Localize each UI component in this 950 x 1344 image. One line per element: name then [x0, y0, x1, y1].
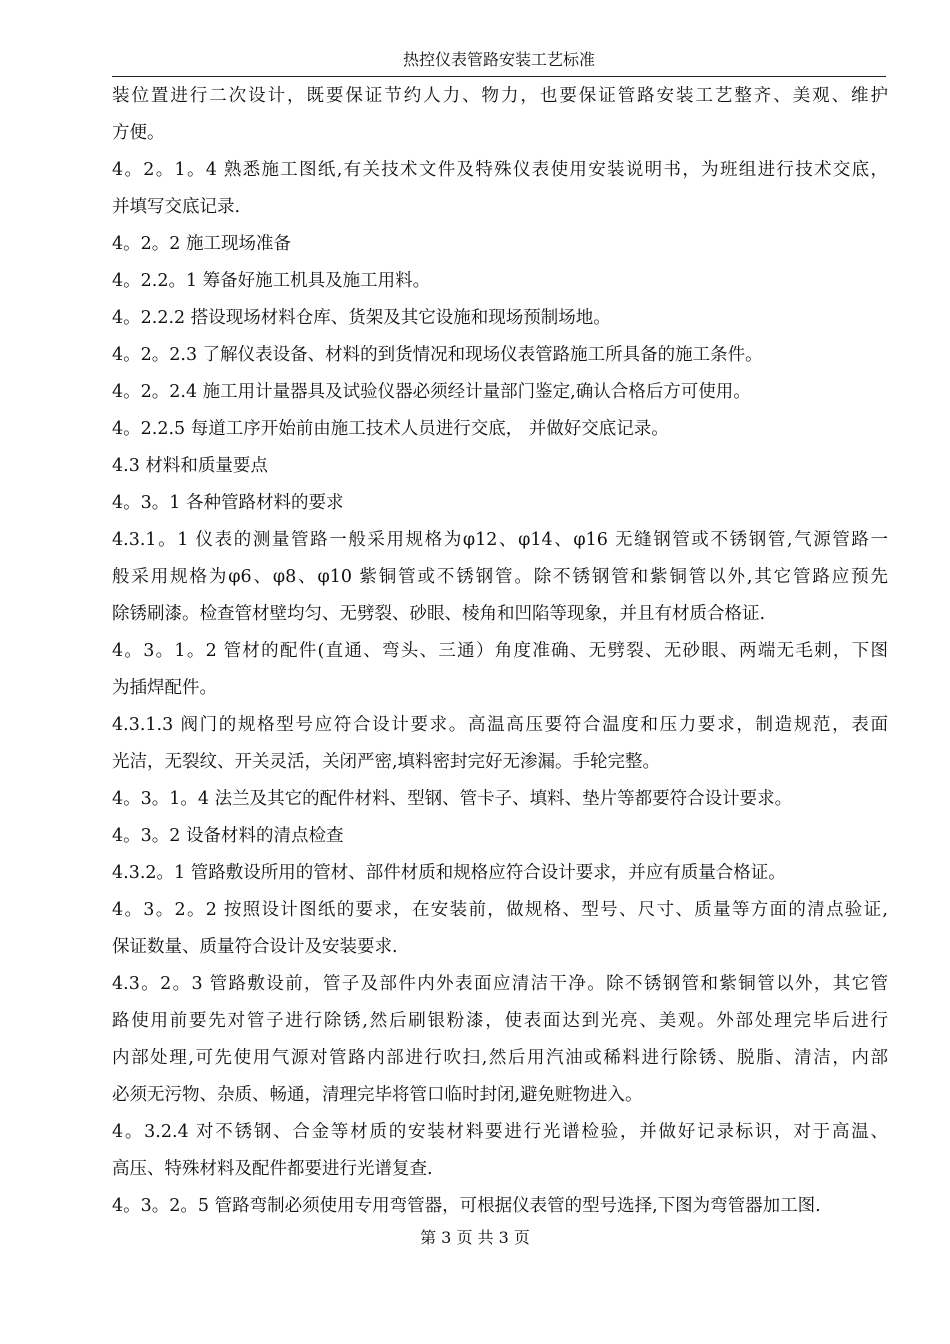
paragraph-line: 4.3.1。1 仪表的测量管路一般采用规格为φ12、φ14、φ16 无缝钢管或不锈钢管,气源管路一 — [112, 530, 888, 550]
paragraph-line: 4。2.2.2 搭设现场材料仓库、货架及其它设施和现场预制场地。 — [112, 308, 611, 328]
paragraph — [112, 337, 888, 374]
paragraph-line: 4。3。2。5 管路弯制必须使用专用弯管器，可根据仪表管的型号选择,下图为弯管器加工图. — [112, 1196, 821, 1216]
paragraph-line: 路使用前要先对管子进行除锈,然后刷银粉漆，使表面达到光亮、美观。外部处理完毕后进行 — [112, 1011, 888, 1031]
paragraph-line: 方便。 — [112, 123, 165, 143]
paragraph-line: 4。3。2。2 按照设计图纸的要求，在安装前，做规格、型号、尺寸、质量等方面的清点验证, — [112, 900, 888, 920]
paragraph-line: 4。2.2.5 每道工序开始前由施工技术人员进行交底， 并做好交底记录。 — [112, 419, 669, 439]
paragraph-line: 4。3.2.4 对不锈钢、合金等材质的安装材料要进行光谱检验，并做好记录标识，对于高温、 — [112, 1122, 888, 1142]
paragraph — [112, 1114, 888, 1188]
page-footer — [0, 1226, 950, 1250]
paragraph — [112, 152, 888, 226]
paragraph-line: 般采用规格为φ6、φ8、φ10 紫铜管或不锈钢管。除不锈钢管和紫铜管以外,其它管路应预先 — [112, 567, 888, 587]
paragraph-line: 4。2。2 施工现场准备 — [112, 234, 291, 254]
page-header — [112, 46, 886, 77]
page-number: 第 3 页 共 3 页 — [420, 1228, 530, 1247]
paragraph-line: 4。2。2.4 施工用计量器具及试验仪器必须经计量部门鉴定,确认合格后方可使用。 — [112, 382, 751, 402]
paragraph — [112, 707, 888, 781]
paragraph — [112, 892, 888, 966]
paragraph-line: 4。2。2.3 了解仪表设备、材料的到货情况和现场仪表管路施工所具备的施工条件。 — [112, 345, 763, 365]
paragraph-line: 除锈刷漆。检查管材壁均匀、无劈裂、砂眼、棱角和凹陷等现象，并且有材质合格证. — [112, 604, 766, 624]
paragraph-line: 装位置进行二次设计，既要保证节约人力、物力，也要保证管路安装工艺整齐、美观、维护 — [112, 86, 888, 106]
paragraph-line: 为插焊配件。 — [112, 678, 217, 698]
paragraph — [112, 374, 888, 411]
paragraph-line: 4.3。2。3 管路敷设前，管子及部件内外表面应清洁干净。除不锈钢管和紫铜管以外，其它管 — [112, 974, 888, 994]
paragraph-line: 4。2.2。1 筹备好施工机具及施工用料。 — [112, 271, 431, 291]
paragraph-line: 4.3 材料和质量要点 — [112, 456, 268, 476]
paragraph — [112, 781, 888, 818]
paragraph-line: 高压、特殊材料及配件都要进行光谱复查. — [112, 1159, 433, 1179]
paragraph-line: 4。3。1。4 法兰及其它的配件材料、型钢、管卡子、填料、垫片等都要符合设计要求。 — [112, 789, 793, 809]
paragraph-line: 4。2。1。4 熟悉施工图纸,有关技术文件及特殊仪表使用安装说明书，为班组进行技术交底， — [112, 160, 888, 180]
paragraph-line: 4。3。1。2 管材的配件(直通、弯头、三通）角度准确、无劈裂、无砂眼、两端无毛刺，下图 — [112, 641, 888, 661]
paragraph — [112, 818, 888, 855]
paragraph — [112, 300, 888, 337]
paragraph-line: 保证数量、质量符合设计及安装要求. — [112, 937, 398, 957]
header-title: 热控仪表管路安装工艺标准 — [402, 50, 595, 69]
paragraph — [112, 448, 888, 485]
paragraph — [112, 226, 888, 263]
paragraph-line: 4.3.2。1 管路敷设所用的管材、部件材质和规格应符合设计要求，并应有质量合格证。 — [112, 863, 786, 883]
paragraph-line: 4。3。1 各种管路材料的要求 — [112, 493, 344, 513]
paragraph — [112, 855, 888, 892]
paragraph-line: 必须无污物、杂质、畅通，清理完毕将管口临时封闭,避免赃物进入。 — [112, 1085, 643, 1105]
paragraph — [112, 78, 888, 152]
paragraph-line: 4。3。2 设备材料的清点检查 — [112, 826, 344, 846]
paragraph-line: 4.3.1.3 阀门的规格型号应符合设计要求。高温高压要符合温度和压力要求，制造规范，表面 — [112, 715, 888, 735]
paragraph-line: 并填写交底记录. — [112, 197, 241, 217]
paragraph — [112, 966, 888, 1114]
document-body — [112, 78, 888, 1225]
paragraph — [112, 411, 888, 448]
paragraph — [112, 263, 888, 300]
paragraph-line: 光洁，无裂纹、开关灵活，关闭严密,填料密封完好无渗漏。手轮完整。 — [112, 752, 661, 772]
paragraph — [112, 522, 888, 633]
paragraph — [112, 485, 888, 522]
paragraph — [112, 1188, 888, 1225]
paragraph-line: 内部处理,可先使用气源对管路内部进行吹扫,然后用汽油或稀料进行除锈、脱脂、清洁，内部 — [112, 1048, 888, 1068]
paragraph — [112, 633, 888, 707]
